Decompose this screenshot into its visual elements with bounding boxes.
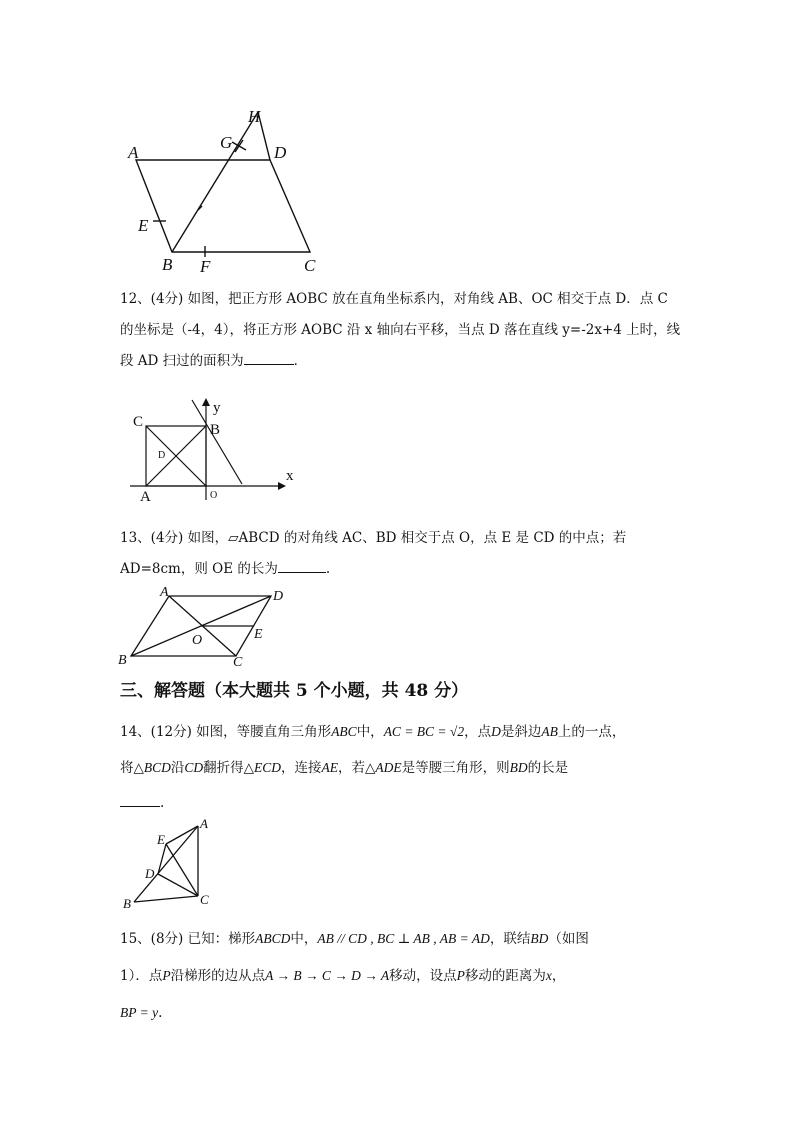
q15-math-bp-y: BP = y [120,1005,159,1020]
figure-q13-svg [116,582,296,672]
label-e: E [138,216,149,235]
figure-q11 [120,100,340,280]
figure-q13 [116,582,296,672]
figure-q11-svg [120,100,340,280]
q12-answer-blank[interactable] [244,350,294,365]
label-e: E [157,832,165,847]
q14-text-11: 是等腰三角形，则 [401,760,510,776]
q14-math-ecd: △ECD [243,760,282,775]
q13-answer-blank[interactable] [278,558,326,573]
label-d: D [145,866,155,881]
q14-text-4: 是斜边 [500,724,542,740]
figure-q14 [120,816,220,916]
label-b: B [118,653,127,668]
section-3-heading: 三、解答题（本大题共 5 个小题，共 48 分） [120,681,469,701]
q14-text-6: 将 [120,760,134,776]
label-o: O [210,490,218,501]
q12-line-2: 的坐标是（-4，4），将正方形 AOBC 沿 x 轴向右平移，当点 D 落在直线 y=-2x+4 上时，线 [120,322,681,338]
figure-q12 [130,400,310,505]
q15-text-9: ， [551,968,566,984]
figure-q14-svg [120,816,220,916]
label-b: B [123,896,131,911]
label-a: A [140,489,151,505]
q15-period: . [158,1005,163,1021]
segment-ea [166,826,198,844]
question-13 [120,523,680,585]
q15-text-7: 移动，设点 [389,968,457,984]
q15-math-path: A → B → C → D → A [265,968,390,983]
q14-text-7: 沿 [170,760,185,776]
q14-math-ade: △ADE [365,760,402,775]
q14-text-10: ，若 [338,760,366,776]
q15-math-p: P [162,968,171,983]
label-y: y [213,400,221,416]
q14-period: . [160,795,165,811]
q15-math-x: x [545,968,552,983]
q13-line-1: 13、(4分) 如图，▱ABCD 的对角线 AC、BD 相交于点 O，点 E 是 CD 的中点；若 [120,530,627,546]
q15-line-1 [120,923,680,955]
q13-period: . [325,561,331,577]
q15-text-8: 移动的距离为 [464,968,546,984]
q15-line-2 [120,960,680,992]
q15-math-abcd: ABCD [255,931,291,946]
q14-math-ae: AE [321,760,339,775]
q15-text-5: 1）．点 [120,968,163,984]
x-axis-arrow [278,482,286,490]
label-d: D [158,450,166,461]
q14-math-ac-bc: AC = BC = √2 [383,724,465,739]
q12-line-3 [120,346,680,377]
segment-dc [158,874,198,896]
label-c: C [133,414,144,430]
label-c: C [200,892,209,907]
question-15 [120,923,680,1029]
label-f: F [200,257,211,276]
label-o: O [192,633,203,648]
q15-math-bd: BD [530,931,549,946]
q13-line-2 [120,554,680,585]
q14-math-d: D [491,724,501,739]
q14-line-3 [120,788,680,819]
q15-text-3: ，联结 [489,931,531,947]
q14-text-3: ，点 [464,724,492,740]
q14-text-9: ，连接 [281,760,322,776]
q14-text-12: 的长是 [527,760,569,776]
q14-math-cd: CD [184,760,204,775]
y-axis-arrow [202,398,210,406]
label-c: C [233,655,243,670]
label-a: A [128,143,139,162]
label-d: D [273,589,284,604]
label-a: A [200,816,208,831]
label-e: E [254,627,263,642]
label-g: G [220,133,233,152]
parallelogram-abcd [136,160,310,252]
q14-math-bcd: △BCD [133,760,171,775]
q15-text-6: 沿梯形的边从点 [170,968,266,984]
q12-line-3-text: 段 AD 扫过的面积为 [120,353,244,369]
q14-math-ab: AB [541,724,558,739]
q12-line-1: 12、(4分) 如图，把正方形 AOBC 放在直角坐标系内，对角线 AB、OC 相交于点 D．点 C [120,291,668,307]
label-c: C [304,256,316,275]
q14-text-5: 上的一点， [557,724,626,740]
q12-period: ． [293,353,308,369]
q14-math-abc: ABC [331,724,357,739]
figure-q12-svg [130,400,310,505]
q15-math-conditions: AB // CD , BC ⊥ AB , AB = AD [317,931,490,946]
q14-line-1 [120,716,680,748]
segment-bc [134,896,198,902]
q14-text-1: 14、(12分) 如图，等腰直角三角形 [120,724,332,740]
question-12 [120,284,680,377]
q15-text-2: 中， [290,931,318,947]
q15-text-4: （如图 [548,931,589,947]
q15-line-3 [120,997,680,1029]
q15-text-1: 15、(8分) 已知：梯形 [120,931,256,947]
q14-math-bd: BD [509,760,528,775]
label-d: D [274,143,287,162]
q14-answer-blank[interactable] [120,792,160,807]
label-h: H [248,107,261,126]
question-14 [120,716,680,819]
q14-line-2 [120,752,680,784]
q15-math-p2: P [456,968,465,983]
segment-ec [166,844,198,896]
q14-text-8: 翻折得 [203,760,244,776]
label-a: A [160,585,169,600]
q13-line-2-text: AD=8cm，则 OE 的长为 [120,561,278,577]
q14-text-2: 中， [356,724,384,740]
label-x: x [286,468,294,484]
line-bh [172,112,258,252]
label-b: B [162,255,173,274]
label-b: B [210,422,221,438]
